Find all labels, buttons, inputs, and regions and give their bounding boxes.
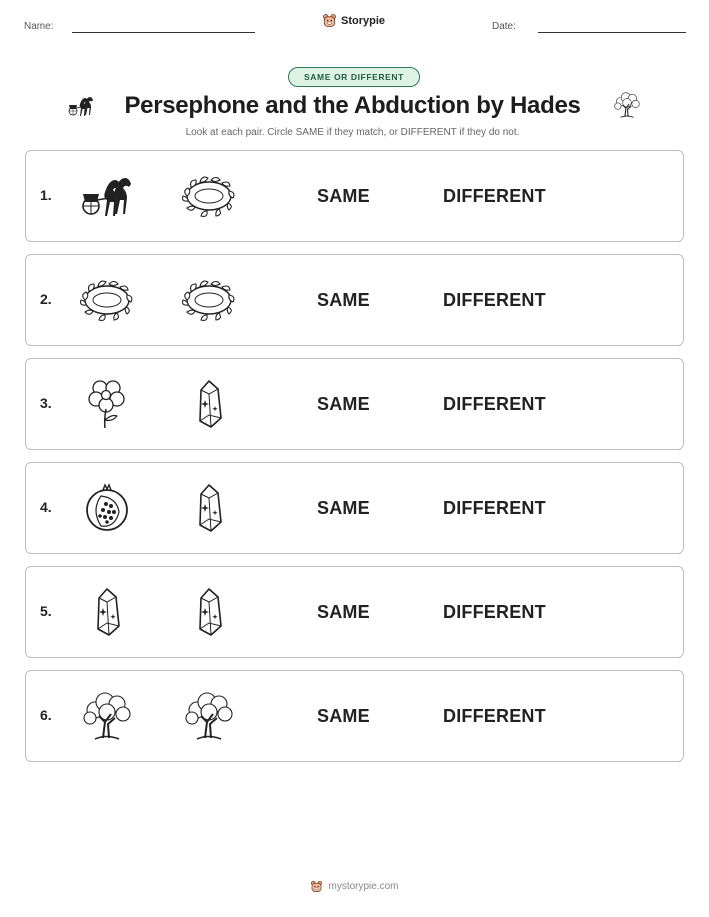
different-option[interactable]: DIFFERENT [443,498,546,518]
tree-icon [181,690,237,742]
footer [0,880,709,893]
tree-icon [79,690,135,742]
tree-icon [612,90,642,120]
question-number: 3. [40,395,52,411]
page-title: Persephone and the Abduction by Hades [124,92,581,119]
question-number: 1. [40,187,52,203]
date-field[interactable] [538,32,686,33]
crystal-icon [79,586,135,638]
same-option[interactable]: SAME [317,498,370,518]
crystal-icon [181,378,237,430]
question-row-4 [25,462,684,554]
question-row-1 [25,150,684,242]
wreath-icon [181,170,237,222]
name-field[interactable] [72,32,255,33]
brand-logo [322,13,385,28]
question-number: 4. [40,499,52,515]
date-label: Date: [492,21,516,32]
storypie-mascot-icon [310,880,323,893]
same-option[interactable]: SAME [317,394,370,414]
instructions: Look at each pair. Circle SAME if they match, or DIFFERENT if they do not. [185,127,520,138]
worksheet-type-badge: SAME OR DIFFERENT [288,67,420,87]
crystal-icon [181,482,237,534]
question-row-5 [25,566,684,658]
brand-name: Storypie [341,14,386,27]
question-row-3 [25,358,684,450]
different-option[interactable]: DIFFERENT [443,394,546,414]
wreath-icon [79,274,135,326]
name-label: Name: [24,21,54,32]
footer-site[interactable]: mystorypie.com [328,881,399,892]
pomegranate-icon [79,482,135,534]
same-option[interactable]: SAME [317,706,370,726]
question-number: 2. [40,291,52,307]
chariot-icon [64,93,98,119]
question-number: 6. [40,707,52,723]
question-number: 5. [40,603,52,619]
different-option[interactable]: DIFFERENT [443,290,546,310]
flower-icon [79,378,135,430]
wreath-icon [181,274,237,326]
different-option[interactable]: DIFFERENT [443,602,546,622]
question-row-2 [25,254,684,346]
same-option[interactable]: SAME [317,186,370,206]
different-option[interactable]: DIFFERENT [443,706,546,726]
same-option[interactable]: SAME [317,602,370,622]
chariot-icon [79,170,135,222]
different-option[interactable]: DIFFERENT [443,186,546,206]
crystal-icon [181,586,237,638]
same-option[interactable]: SAME [317,290,370,310]
question-row-6 [25,670,684,762]
storypie-mascot-icon [322,13,337,28]
